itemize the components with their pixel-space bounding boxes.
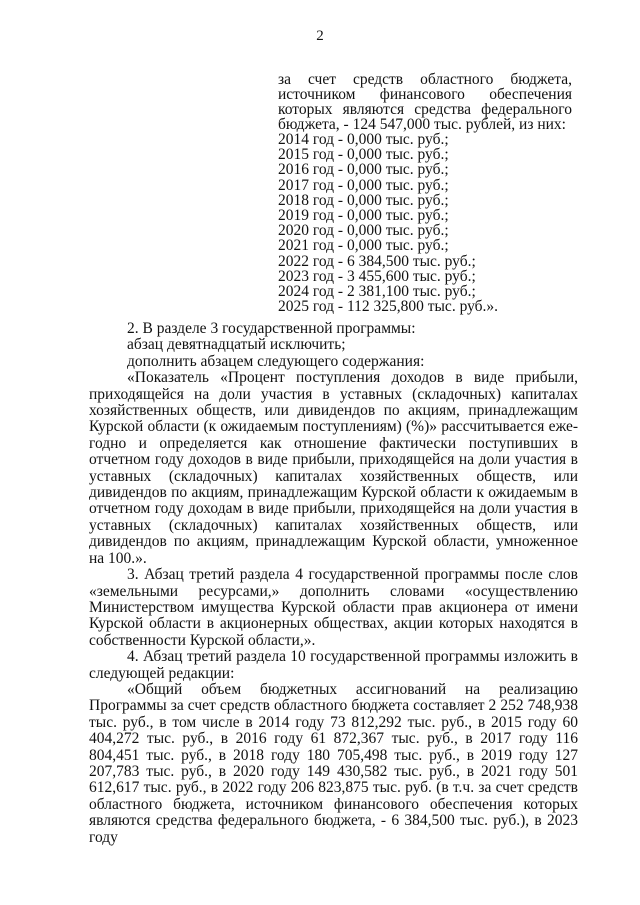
section-4-amendment: 3. Абзац третий раздела 4 государственной программы после слов «земельными ресурсами,» дополнить словами «осуществлению Министерством имущества Курской области прав акционера от имени Курской области в акционерных обществах, акции которых находятся в собственности Курской области,». [89, 566, 578, 649]
funding-intro-line-2: источником финансового обеспечения [278, 86, 572, 103]
funding-breakdown-block [278, 72, 572, 314]
year-amount-item: 2014 год - 0,000 тыс. руб.; [278, 131, 449, 148]
section-10-amendment: 4. Абзац третий раздела 10 государственной программы изложить в следующей редакции: [89, 648, 578, 682]
funding-intro-line-1: за счет средств областного бюджета, [278, 71, 572, 88]
section-3-heading: 2. В разделе 3 государственной программы: [127, 320, 416, 337]
funding-intro-line-4: бюджета, - 124 547,000 тыс. рублей, из них: [278, 116, 566, 133]
year-amount-item: 2019 год - 0,000 тыс. руб.; [278, 207, 449, 225]
year-amount-item: 2021 год - 0,000 тыс. руб.; [278, 237, 449, 255]
year-amount-list [278, 132, 572, 314]
document-body [89, 321, 578, 846]
year-amount-item: 2025 год - 112 325,800 тыс. руб.». [278, 298, 499, 316]
year-amount-item: 2022 год - 6 384,500 тыс. руб.; [278, 252, 476, 270]
budget-paragraph: «Общий объем бюджетных ассигнований на реализацию Программы за счет средств областного бюджета составляет 2 252 748,938 тыс. руб., в том числе в 2014 году 73 812,292 тыс. руб., в 2015 году 60 404,272 тыс. руб., в 2016 году 61 872,367 тыс. руб., в 2017 году 116 804,451 тыс. руб., в 2018 году 180 705,498 тыс. руб., в 2019 году 127 207,783 тыс. руб., в 2020 году 149 430,582 тыс. руб., в 2021 году 501 612,617 тыс. руб., в 2022 году 206 823,875 тыс. руб. (в т.ч. за счет средств областного бюджета, источником финансового обеспечения которых являются средства федерального бюджета, - 6 384,500 тыс. руб.), в 2023 году [89, 680, 578, 846]
page-number: 2 [316, 28, 324, 44]
year-amount-item: 2024 год - 2 381,100 тыс. руб.; [278, 283, 476, 301]
section-3-add: дополнить абзацем следующего содержания: [127, 352, 425, 370]
year-amount-item: 2023 год - 3 455,600 тыс. руб.; [278, 267, 476, 285]
year-amount-item: 2015 год - 0,000 тыс. руб.; [278, 146, 449, 164]
indicator-paragraph: «Показатель «Процент поступления доходов в виде прибыли, приходящейся на доли участия в уставных (складочных) капиталах хозяйственных обществ, или дивидендов по акциям, принадлежащим Курской области (к ожидаемым поступлениям) (%)» рассчитывается еже-годно и определяется как отношение фактически поступивших в отчетном году доходов в виде прибыли, приходящейся на доли участия в уставных (складочных) капиталах хозяйственных обществ, или дивидендов по акциям, принадлежащим Курской области к ожидаемым в отчетном году доходам в виде прибыли, приходящейся на доли участия в уставных (складочных) капиталах хозяйственных обществ, или дивидендов по акциям, принадлежащим Курской области, умноженное на 100.». [89, 369, 578, 567]
year-amount-item: 2018 год - 0,000 тыс. руб.; [278, 191, 449, 209]
year-amount-item: 2016 год - 0,000 тыс. руб.; [278, 161, 449, 179]
year-amount-item: 2017 год - 0,000 тыс. руб.; [278, 176, 449, 194]
funding-intro-line-3: которых являются средства федерального [278, 101, 572, 118]
section-3-exclude: абзац девятнадцатый исключить; [127, 336, 346, 354]
year-amount-item: 2020 год - 0,000 тыс. руб.; [278, 222, 449, 240]
